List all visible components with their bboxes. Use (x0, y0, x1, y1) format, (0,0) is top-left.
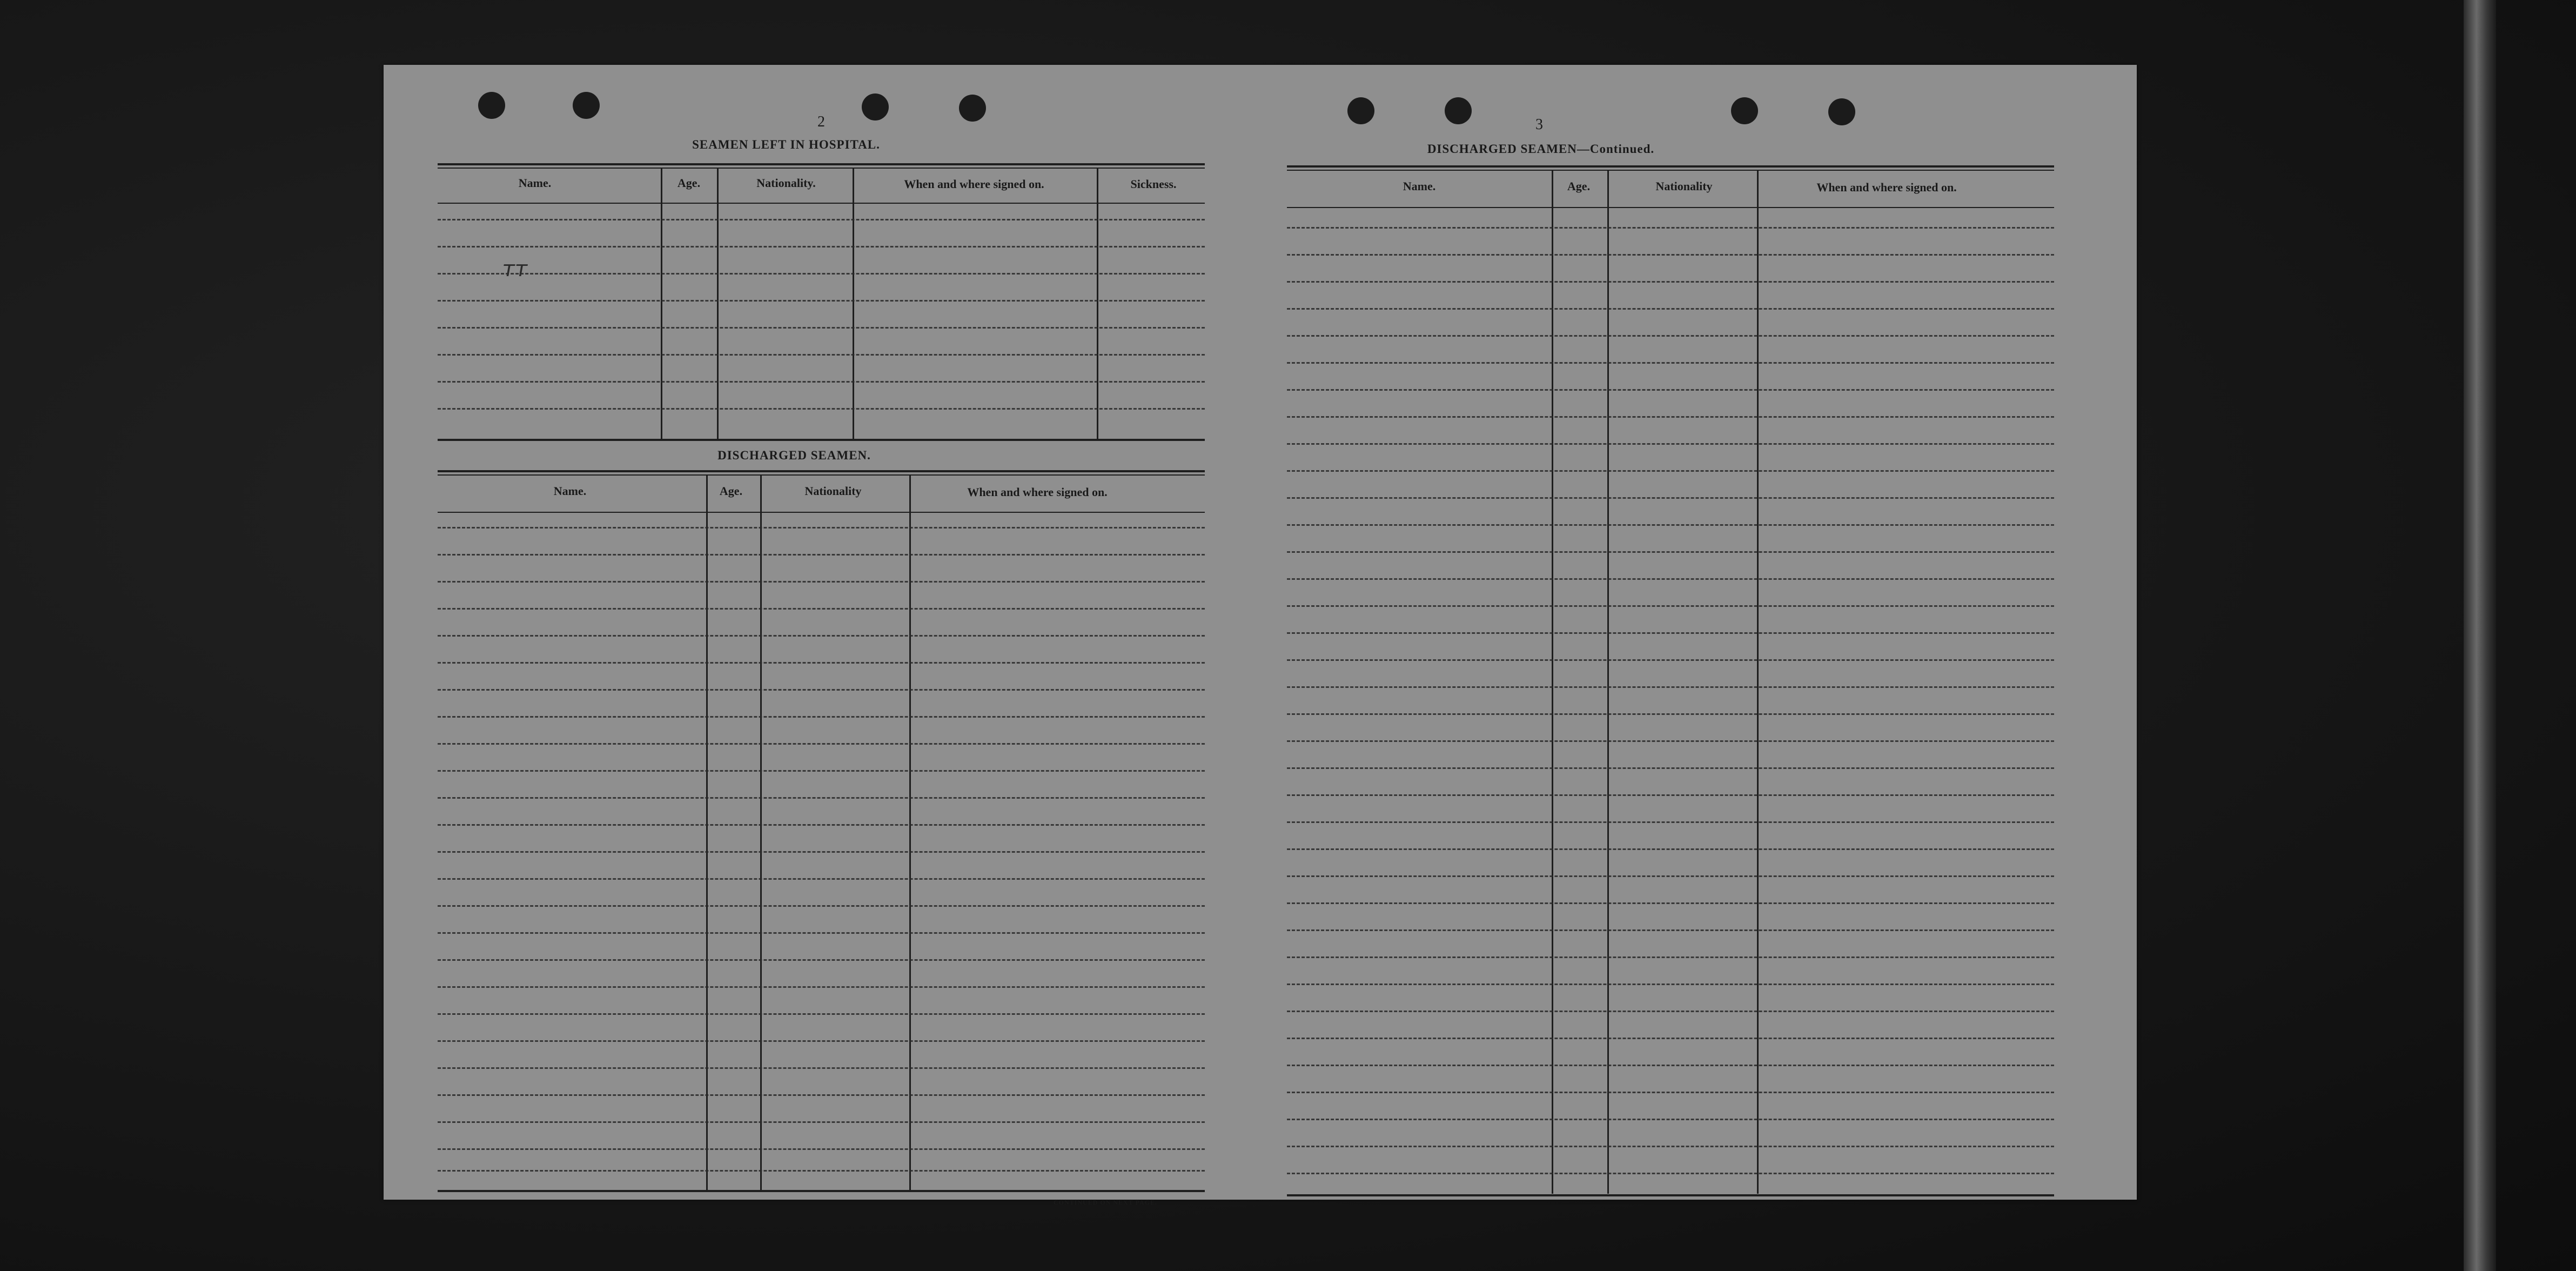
punch-hole (1347, 97, 1374, 124)
table-row (1287, 929, 2054, 931)
table-row (1287, 632, 2054, 634)
table-bottom-rule (438, 1190, 1205, 1192)
table-row (1287, 1038, 2054, 1039)
table-row (1287, 416, 2054, 418)
header-underline (438, 512, 1205, 513)
table-row (1287, 470, 2054, 472)
table-row (438, 824, 1205, 826)
table-row (438, 1067, 1205, 1069)
table-row (1287, 1119, 2054, 1120)
table-row (1287, 551, 2054, 553)
table-row (1287, 362, 2054, 364)
left-page (384, 65, 1260, 1206)
header-underline (438, 203, 1205, 204)
discharged-continued-title: DISCHARGED SEAMEN—Continued. (1427, 142, 1655, 156)
table-row (1287, 794, 2054, 796)
column-header-nationality: Nationality (804, 484, 862, 498)
column-header-age: Age. (719, 484, 743, 498)
table-row (438, 1094, 1205, 1096)
header-underline (1287, 207, 2054, 208)
binding-edge-strip (2464, 0, 2496, 1271)
right-page (1260, 65, 2137, 1200)
table-row (438, 273, 1205, 275)
table-row (1287, 497, 2054, 499)
table-row (438, 300, 1205, 302)
table-row (1287, 1146, 2054, 1147)
table-row (1287, 984, 2054, 985)
column-divider (1757, 170, 1759, 1194)
table-row (1287, 1011, 2054, 1012)
table-row (1287, 524, 2054, 526)
table-row (438, 743, 1205, 745)
table-row (1287, 767, 2054, 769)
table-bottom-rule (438, 439, 1205, 441)
table-row (438, 932, 1205, 934)
table-row (1287, 686, 2054, 688)
column-header-name: Name. (1403, 179, 1436, 193)
column-header-nationality: Nationality (1655, 179, 1713, 193)
table-row (438, 851, 1205, 853)
table-row (1287, 1065, 2054, 1066)
page-number: 2 (817, 113, 825, 130)
column-header-age: Age. (1567, 179, 1591, 193)
table-top-rule (438, 163, 1205, 165)
table-row (1287, 713, 2054, 715)
table-row (1287, 254, 2054, 256)
discharged-section-title: DISCHARGED SEAMEN. (717, 449, 871, 462)
ledger-sheet (384, 65, 2137, 1206)
table-row (438, 1121, 1205, 1123)
continued-note: CONTINUED ON NEXT PAGE. (1054, 1199, 1157, 1206)
table-row (1287, 443, 2054, 445)
table-row (1287, 1173, 2054, 1174)
punch-hole (1445, 97, 1472, 124)
table-row (438, 327, 1205, 329)
table-row (438, 716, 1205, 718)
table-row (438, 381, 1205, 383)
table-row (438, 581, 1205, 583)
table-row (1287, 956, 2054, 958)
table-row (438, 986, 1205, 988)
punch-hole (573, 92, 600, 119)
table-row (438, 408, 1205, 410)
page-number: 3 (1535, 116, 1543, 133)
column-header-signed-on: When and where signed on. (1816, 180, 1957, 194)
table-row (438, 1040, 1205, 1042)
column-divider (1552, 170, 1553, 1194)
table-row (1287, 659, 2054, 661)
table-row (438, 246, 1205, 247)
table-row (438, 635, 1205, 637)
punch-hole (862, 93, 889, 121)
table-row (438, 959, 1205, 961)
column-divider (1097, 168, 1098, 440)
punch-hole (959, 95, 986, 122)
column-header-name: Name. (518, 176, 552, 190)
table-row (438, 878, 1205, 880)
table-row (438, 905, 1205, 907)
column-header-signed-on: When and where signed on. (904, 177, 1044, 191)
table-top-rule (438, 168, 1205, 169)
table-row (1287, 1092, 2054, 1093)
column-header-name: Name. (553, 484, 587, 498)
table-top-rule (1287, 165, 2054, 168)
table-row (1287, 821, 2054, 823)
punch-hole (1731, 97, 1758, 124)
table-row (1287, 740, 2054, 742)
table-row (1287, 281, 2054, 283)
table-row (438, 1013, 1205, 1015)
table-bottom-rule (1287, 1194, 2054, 1196)
column-header-signed-on: When and where signed on. (967, 485, 1108, 499)
table-row (438, 1148, 1205, 1150)
punch-hole (1828, 98, 1855, 125)
table-top-rule (438, 474, 1205, 476)
table-row (1287, 335, 2054, 337)
table-row (438, 527, 1205, 529)
table-row (1287, 578, 2054, 580)
column-header-age: Age. (677, 176, 701, 190)
table-row (1287, 389, 2054, 391)
column-header-sickness: Sickness. (1130, 177, 1177, 191)
table-row (1287, 308, 2054, 310)
table-top-rule (1287, 170, 2054, 171)
table-row (438, 219, 1205, 220)
table-row (438, 689, 1205, 691)
punch-hole (478, 92, 505, 119)
hospital-section-title: SEAMEN LEFT IN HOSPITAL. (692, 138, 880, 151)
table-row (1287, 605, 2054, 607)
table-row (438, 554, 1205, 556)
handwritten-mark: ᴛᴛ (500, 257, 530, 282)
column-header-nationality: Nationality. (756, 176, 816, 190)
table-top-rule (438, 470, 1205, 472)
table-row (438, 797, 1205, 799)
table-row (1287, 875, 2054, 877)
table-row (1287, 848, 2054, 850)
table-row (438, 770, 1205, 772)
table-row (438, 354, 1205, 356)
table-row (438, 608, 1205, 610)
column-divider (1607, 170, 1609, 1194)
table-row (1287, 227, 2054, 229)
column-divider (853, 168, 854, 440)
table-row (438, 662, 1205, 664)
table-row (438, 1170, 1205, 1172)
column-divider (661, 168, 662, 440)
table-row (1287, 902, 2054, 904)
column-divider (717, 168, 719, 440)
